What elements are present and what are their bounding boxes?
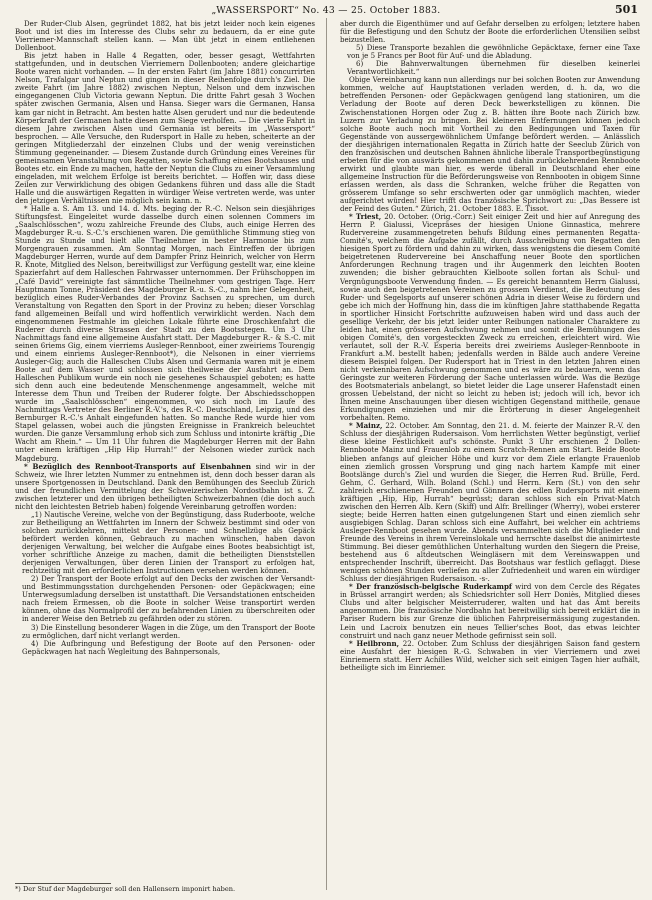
paragraph-text: Der Ruder-Club Alsen, gegründet 1882, hat bis jetzt leider noch kein eigenes Boot und ist dies im Interesse des Clubs sehr zu bedauern, da er eine gute Vierriemer-Mannschaft stellen kann. — Man übt jetzt in einem entliehenen Dollenboot. <box>15 20 315 53</box>
quoted-paragraph <box>15 640 315 656</box>
section-lead: * Bezüglich des Rennboot-Transports auf Eisenbahnen <box>24 461 251 471</box>
article-paragraph <box>340 422 640 583</box>
paragraph-text: 3) Die Einstellung besonderer Wagen in die Züge, um den Transport der Boote zu ermöglichen, darf nicht verlangt werden. <box>22 622 315 640</box>
article-paragraph <box>15 205 315 463</box>
article-paragraph <box>15 463 315 511</box>
paragraph-text: 20. October. (Orig.-Corr.) Seit einiger Zeit und hier auf Anregung des Herrn P. Gialussi, Vicepräses der hiesigen Unione Ginnastica, mehrere Rudervereine zusammengetreten behufs Bildung eines permanenten Regatta-Comité's, welchem die Aufgabe zufällt, durch Ausschreibung von Regatten den hiesigen Sport zu fördern und dahin zu wirken, dass wenigstens die diesem Comité beigetretenen Rudervereine bei Anschaffung neuer Boote den sportlichen Anforderungen Rechnung tragen und ihr Augenmerk den leichten Booten zuwenden; die bisher gebrauchten Kielboote sollen fortan als Schul- und Vergnügungsboote Verwendung finden. — Es gereicht benanntem Herrn Gialussi, sowie auch den beigetretenen Vereinen zu grossem Verdienst, die Bedeutung des Ruder- und Segelsports auf unserer schönen Adria in dieser Weise zu fördern und gebe ich mich der Hoffnung hin, dass die im künftigen Jahre statthabende Regatta in sportlicher Hinsicht Fortschritte aufzuweisen haben wird und dass auch der gesellige Verkehr, der bis jetzt leider unter Reibungen nationaler Charaktere zu leiden hat, einen grösseren Aufschwung nehmen und somit die Bemühungen des obigen Comité's, den vorgesteckten Zweck zu erreichen, erleichtert wird. Wie verlautet, soll der R.-V. Esperia bereits drei zweiriems Ausleger-Rennboote in Frankfurt a.M. bestellt haben; jedenfalls werden in Bälde auch andere Vereine diesem Beispiel folgen. Der Rudersport hat in Triest in den letzten Jahren einen nicht verkennbaren Aufschwung genommen und es wäre zu bedauern, wenn das Geringste zur weiteren Förderung der Sache unterlassen würde. Was die Bezüge des Bootsmaterials anbelangt, so bietet leider die Lage unserer Hafenstadt einen grossen Uebelstand, der nicht so leicht zu heben ist; jedoch will ich, bevor ich Ihnen meine Anschauungen über diesen wichtigen Gegenstand mittheile, genaue Erkundigungen einziehen und mir die Erörterung in dieser Angelegenheit vorbehalten. Remo. <box>340 212 640 423</box>
quoted-paragraph <box>340 44 640 60</box>
right-column <box>340 20 640 892</box>
paragraph-text: aber durch die Eigenthümer und auf Gefahr derselben zu erfolgen; letztere haben für die Befestigung und den Schutz der Boote die erforderlichen Utensilien selbst beizustellen. <box>340 20 640 45</box>
quoted-paragraph <box>15 624 315 640</box>
left-column <box>15 20 315 892</box>
page-number: 501 <box>615 3 638 16</box>
paragraph-text: 5) Diese Transporte bezahlen die gewöhnliche Gepäcktaxe, ferner eine Taxe von je 5 Francs per Boot für Auf- und die Abladung. <box>347 43 640 61</box>
article-paragraph <box>15 20 315 52</box>
paragraph-text: * Halle a. S. Am 13. und 14. d. Mts. beging der R.-C. Nelson sein diesjähriges Stiftungsfest. Eingeleitet wurde dasselbe durch einen solennen Commers im „Saalschlösschen“, wozu zahlreiche Freunde des Clubs, auch einige Herren des Magdeburger R.-u. S.-C.'s erschienen waren. Die gemüthliche Stimmung stieg von Stunde zu Stunde und hielt alle Theilnehmer in bester Harmonie bis zum Morgengrauen zusammen. Am Sonntag Morgen, nach Eintreffen der übrigen Magdeburger Herren, wurde auf dem Dampfer Prinz Heinrich, welcher von Herrn R. Knote, Mitglied des Nelson, bereitwilligst zur Verfügung gestellt war, eine kleine Spazierfahrt auf dem Halleschen Fahrwasser unternommen. Der Frühschoppen im „Café David“ vereinigte fast sämmtliche Theilnehmer vom gestrigen Tage. Herr Hauptmann Tonne, Präsident des Magdeburger R.-u. S.-C., nahm hier Gelegenheit, bezüglich eines Ruder-Verbandes der Provinz Sachsen zu sprechen, um durch Veranstaltung von Regatten den Sport in der Provinz zu heben; dieser Vorschlag fand allgemeinen Beifall und wird hoffentlich verwirklicht werden. Nach dem eingenommenen Festmahle im gleichen Lokale führte eine Droschkenfahrt die Ruderer durch diverse Strassen der Stadt zu den Bootsstegen. Um 3 Uhr Nachmittags fand eine allgemeine Ausfahrt statt. Der Magdeburger R.- & S.-C. mit seinen 6riems Gig, einem vierriems Ausleger-Rennboot, einer zweiriems Tourengig und einem einriems Ausleger-Rennboot*), die Nelsonen in einer vierriems Ausleger-Gig; auch die Halleschen Clubs Alsen und Germania waren mit je einem Boote auf dem Wasser und schlossen sich theilweise der Ausfahrt an. Dem Halleschen Publikum wurde ein noch nie gesehenes Schauspiel geboten; es hatte sich denn auch eine bedeutende Menschenmenge angesammelt, welche mit Interesse dem Thun und Treiben der Ruderer folgte. Der Abschiedsschoppen wurde im „Saalschlösschen“ eingenommen, wo sich noch im Laufe des Nachmittags Vertreter des Berliner R.-V.'s, des R.-C. Deutschland, Leipzig, und des Bernburger R.-C.'s Anhalt eingefunden hatten. So manche Rede wurde hier vom Stapel gelassen, wobei auch die jüngsten Ereignisse in Frankreich beleuchtet wurden. Die ganze Versammlung erhob sich zum Schluss und intonirte kräftig „Die Wacht am Rhein.“ — Um 11 Uhr fuhren die Magdeburger Herren mit der Bahn unter einem kräftigen „Hip Hip Hurrah!“ der Nelsonen wieder zurück nach Magdeburg. <box>15 204 315 463</box>
footnote: *) Der Stuf der Magdeburger soll den Hallensern imponirt haben. <box>15 885 236 893</box>
paragraph-text: 2) Der Transport der Boote erfolgt auf den Decks der zwischen der Versandt- und Bestimmungsstation durchgehenden Personen- oder Gepäckwagen; eine Unterwegsumladung derselben ist unstatthaft. Die Versandstationen entscheiden nach freiem Ermessen, ob die Boote in solcher Weise transportirt werden können, ohne das Normalprofil der zu befahrenden Linien zu überschreiten oder in anderer Weise den Betrieb zu gefährden oder zu stören. <box>22 574 315 624</box>
paragraph-text: „1) Nautische Vereine, welche von der Begünstigung, dass Ruderboote, welche zur Betheiligung an Wettfahrten im Innern der Schweiz bestimmt sind oder von solchen zurückkehren, mittelst der Personen- und Schnellzüge als Gepäck befördert werden können, Gebrauch zu machen wünschen, haben davon derjenigen Verwaltung, bei welcher die Aufgabe eines Bootes beabsichtigt ist, vorher schriftliche Anzeige zu machen, damit die betheiligten Dienststellen derjenigen Verwaltungen, über deren Linien der Transport zu erfolgen hat, rechtzeitig mit den erforderlichen Instructionen versehen werden können. <box>22 509 315 576</box>
paragraph-text: Bis jetzt haben in Halle 4 Regatten, oder, besser gesagt, Wettfahrten stattgefunden, und in deutschen Vierriemern Dollenbooten; andere gleichartige Boote waren nicht vorhanden. — In der ersten Fahrt (im Jahre 1881) concurrirten Nelson, Trafalgar und Neptun und gingen in dieser Reihenfolge durch's Ziel. Die zweite Fahrt (im Jahre 1882) zwischen Neptun, Nelson und dem inzwischen eingegangenen Club Victoria gewann Neptun. Die dritte Fahrt gesah 3 Wochen später zwischen Germania, Alsen und Hansa. Sieger wars die Germanen, Hansa kam gar nicht in Betracht. Am besten hatte Alsen gerudert und nur die bedeutende Körperkraft der Germanen hatte diesen zum Siege verholfen. — Die vierte Fahrt in diesem Jahre zwischen Alsen und Germania ist bereits im „Wassersport“ besprochen. — Alle Versuche, den Rudersport in Halle zu heben, scheiterte an der geringen Mitgliederzahl der einzelnen Clubs und der wenig vereinstichen Stimmung gegeneinander. — Diesem Zustande durch Gründung eines Vereines für gemeinsamen Veranstaltung von Regatten, sowie Schaffung eines Bootshauses und Bootes etc. ein Ende zu machen, hatte der Neptun die Clubs zu einer Versammlung eingeladen, mit welchem Erfolge ist bereits berichtet. — Hoffen wir, dass diese Zeilen zur Verwirklichung des obigen Gedankens führen und dass alle die Stadt Halle und die auswärtigen Regatten in würdiger Weise vertreten werde, was unter den jetzigen Verhältnissen nie möglich sein kann. n. <box>15 51 315 206</box>
masthead-title: „WASSERSPORT“ No. 43 — 25. October 1883. <box>211 5 441 16</box>
article-paragraph <box>340 583 640 639</box>
paragraph-text: 6) Die Bahnverwaltungen übernehmen für dieselben keinerlei Verantwortlichkeit.“ <box>347 59 640 77</box>
paragraph-text: Obige Vereinbarung kann nun allerdings nur bei solchen Booten zur Anwendung kommen, welche auf Hauptstationen verladen werden, d. h. da, wo die betreffenden Personen- oder Gepäckwagen genügend lang stationiren, um die Verladung der Boote auf deren Deck bewerkstelligen zu können. Die Zwischenstationen Horgen oder Zug z. B. hätten ihre Boote nach Zürich bzw. Luzern zur Verladung zu bringen. Bei kleineren Entfernungen können jedoch solche Boote auch noch mit Vortheil zu den Bedingungen und Taxen für Gegenstände von aussergewöhnlichem Umfange befördert werden. — Anlässlich der diesjährigen internationalen Regatta in Zürich hatte der Seeclub Zürich von den französischen und deutschen Bahnen ähnliche liberale Transportbegünstigung erbeten für die von auswärts gekommenen und dahin zurückkehrenden Rennboote erwirkt und glaubte man hier, es werde überall in Deutschland eher eine allgemeine Instruction für die Beförderungsweise von Rennbooten in obigem Sinne erlassen werden, als dass die Schranken, welche früher die Regatten von grösserem Umfange so sehr erschwerten oder gar unmöglich machten, wieder aufgerichtet würden! Hier trifft das französische Sprichwort zu: „Das Bessere ist der Feind des Guten.“ Zürich, 21. October 1883. E. Tissot. <box>340 75 640 214</box>
paragraph-text: 22. October. Am Sonntag, den 21. d. M. feierte der Mainzer R.-V. den Schluss der diesjährigen Rudersaison. Vom herrlichsten Wetter begünstigt, verlief diese kleine Festlichkeit auf's schönste. Punkt 3 Uhr erschienen 2 Dollen-Rennboote Mainz und Frauenlob zu einem Scratch-Rennen am Start. Beide Boote blieben anfangs auf gleicher Höhe und kurz vor dem Ziele erlangte Frauenlob einen ziemlich grossen Vorsprung und ging nach hartem Kampfe mit einer Bootslänge durch's Ziel und wurden die Sieger, die Herren Rud. Brülle, Ferd. Gehm, C. Gerhard, Wilh. Boland (Schl.) und Herrn. Kern (St.) von den sehr zahlreich erschienenen Freunden und Gönnern des edlen Rudersports mit einem kräftigen „Hip, Hip, Hurrah“ begrüsst; daran schloss sich ein Privat-Match zwischen den Herren Alb. Kern (Skiff) und Alfr. Brellinger (Wherry), wobei ersterer siegte; beide Herren hatten einen gutgelungenen Start und einen ziemlich sehr ausgiebigen Schlag. Daran schloss sich eine Auffahrt, bei welcher ein achtriems Ausleger-Rennboot gesehen wurde. Abends versammelten sich die Mitglieder und Freunde des Vereins in ihrem Vereinslokale und herrschte daselbst die animirteste Stimmung. Bei dieser gemüthlichen Unterhaltung wurden den Siegern die Preise, bestehend aus 6 altdeutschen Weingläsern mit dem Vereinswappen und entsprechender Inschrift, überreicht. Das Bootshaus war festlich geflaggt. Diese wenigen schönen Stunden verliefen zu aller Zufriedenheit und waren ein würdiger Schluss der diesjährigen Rudersaison. -s-. <box>340 421 640 584</box>
section-lead: * Heilbronn, <box>349 638 400 648</box>
paragraph-text: 22. October. Zum Schluss der diesjährigen Saison fand gestern eine Ausfahrt der hiesigen R.-G. Schwaben in vier Vierriemern und zwei Einriemern statt. Herr Achilles Wild, welcher sich seit einigen Tagen hier aufhält, betheiligte sich im Einriemer. <box>340 638 640 672</box>
section-lead: * Triest, <box>349 212 382 222</box>
paragraph-text: sind wir in der Schweiz, wie Ihrer letzten Nummer zu entnehmen ist, denn doch besser daran als unsere Sportgenossen in Deutschland. Dank den Bemühungen des Seeclub Zürich und der freundlichen Vermittelung der Schweizerischen Nordostbahn ist s. Z. zwischen letzterer und den übrigen betheiligten Schweizerbahnen (die doch auch nicht den leichtesten Betrieb haben) folgende Vereinbarung getroffen worden: <box>15 461 315 511</box>
article-paragraph <box>15 52 315 205</box>
quoted-paragraph <box>15 511 315 575</box>
paragraph-text: 4) Die Aufbringung und Befestigung der Boote auf den Personen- oder Gepäckwagen hat nach Wegleitung des Bahnpersonals, <box>22 638 315 656</box>
article-paragraph <box>340 76 640 213</box>
article-paragraph <box>340 213 640 422</box>
quoted-paragraph <box>340 60 640 76</box>
section-lead: * Mainz, <box>349 421 383 431</box>
article-paragraph <box>340 640 640 672</box>
paragraph-text: wird von dem Cercle des Régates in Brüssel arrangirt werden; als Schiedsrichter soll Herr Doniès, Mitglied dieses Clubs und alter belgischer Meisterruderer, walten und hat das Amt bereits angenommen. Die französische Nordbahn hat bereitwillig sich bereit erklärt die in Pariser Rudern bis zur Grenze die üblichen Fahrpreisermässigung zugestanden. Lein und Lacroix benutzen ein neues Tellier'sches Boot, das etwas leichter construirt und nach ganz neuer Methode gefirnisst sein soll. <box>340 582 640 640</box>
quoted-paragraph <box>15 575 315 623</box>
section-lead: * Der französisch-belgische Ruderkampf <box>349 582 512 592</box>
footnote-rule <box>15 883 111 884</box>
column-divider <box>326 18 327 890</box>
article-paragraph <box>340 20 640 44</box>
